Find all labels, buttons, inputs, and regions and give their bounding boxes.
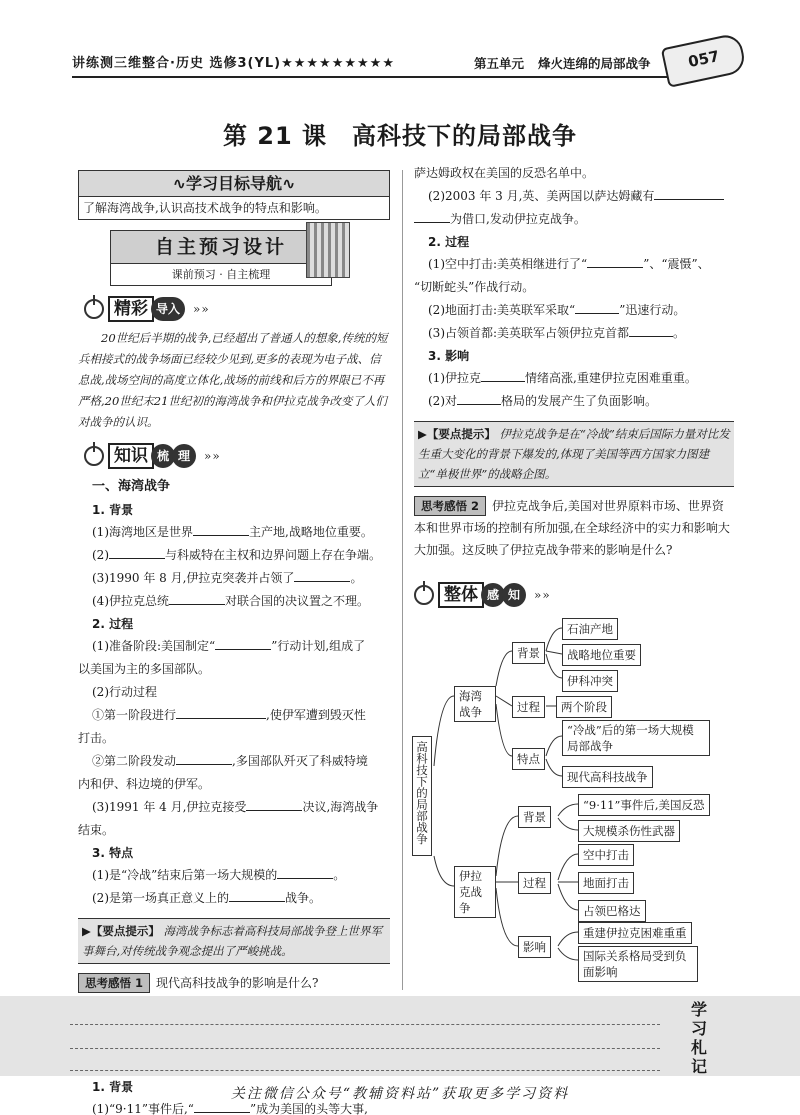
reflection-2: 思考感悟 2 伊拉克战争后,美国对世界原料市场、世界资本和世界市场的控制有所加强,在全球经济中的实力和影响大大加强。这反映了伊拉克战争带来的影响是什么? [414, 495, 734, 561]
gulf-war-heading: 一、海湾战争 [92, 479, 171, 494]
intro-text: 20世纪后半期的战争,已经超出了普通人的想象,传统的短兵相接式的战争场面已经较少见到,更多的表现为电子战、信息战,战场空间的高度立体化,战场的前线和后方的界限已不再严格,20世纪末21世纪初的海湾战争和伊拉克战争改变了人们对战争的认识。 [78, 331, 388, 429]
fill-blank[interactable] [414, 209, 450, 223]
unit-label: 第五单元 [474, 56, 525, 71]
goal-title: ∿学习目标导航∿ [79, 171, 389, 197]
mindmap-gulf: 海湾战争 [454, 686, 496, 722]
mindmap-leaf: 石油产地 [562, 618, 618, 640]
mindmap-gulf-bg: 背景 [512, 642, 545, 664]
fill-blank[interactable] [575, 300, 619, 314]
fill-blank[interactable] [654, 186, 724, 200]
satellite-dish-icon [84, 446, 104, 466]
fill-blank[interactable] [587, 254, 643, 268]
notes-area [0, 996, 800, 1076]
mindmap-iraq: 伊拉克战争 [454, 866, 496, 918]
note-line[interactable] [70, 1024, 660, 1025]
mindmap-iraq-imp: 影响 [518, 936, 551, 958]
fill-blank[interactable] [176, 751, 232, 765]
mindmap-gulf-proc: 过程 [512, 696, 545, 718]
right-column: 萨达姆政权在美国的反恐名单中。 (2)2003 年 3 月,英、美两国以萨达姆藏有 为借口,发动伊拉克战争。 2. 过程 (1)空中打击:美英相继进行了“ ”、“震慑”、 “切断蛇头”作战行动。 (2)地面打击:美英联军采取“ ”迅速行动。 (3)占领首都:美英联军占领伊拉克首都 。 3. 影响 (1)伊拉克 情绪高涨,重建伊拉克困难重重。 (2)对 格局的发展产生了负面影响。 ▶【要点提示】 伊拉克战争是在“冷战”结束后国际力量对比发生重大变化的背景下爆发的,体现了美国等西方国家力图建立“单极世界”的战略企图。 思考感悟 2 伊拉克战争后,美国对世界原料市场、世界资本和世界市场的控制有所加强,在全球经济中的实力和影响大大加强。这反映了伊拉克战争带来的影响是什么? [414, 162, 734, 561]
mindmap-iraq-proc: 过程 [518, 872, 551, 894]
mindmap-leaf: 国际关系格局受到负面影响 [578, 946, 698, 982]
preview-subtitle: 课前预习 · 自主梳理 [110, 264, 332, 286]
left-column: ∿学习目标导航∿ 了解海湾战争,认识高技术战争的特点和影响。 自主预习设计 课前预习 · 自主梳理 精彩 导入 »» 20世纪后半期的战争,已经超出了普通人的想象,传统的短兵相接式的战争场面已经较少见到,更多的表现为电子战、信息战,战场空间的高度立体化,战场的前线和后方的界限已不再严格,20世纪末21世纪初的海湾战争和伊拉克战争改变了人们对战争的认识。 知识 梳 理 »» 一、海湾战争 1. 背景 (1)海湾地区是世界 主产地,战略地位重要。 (2) 与科威特在主权和边界问题上存在争端。 (3)1990 年 8 月,伊拉克突袭并占领了 。 (4)伊拉克总统 对联合国的决议置之不理。 2. 过程 (1)准备阶段:美国制定“ ”行动计划,组成了 以美国为主的多国部队。 (2)行动过程 ①第一阶段进行 ,使伊军遭到毁灭性 打击。 ②第二阶段发动 ,多国部队歼灭了科威特境 内和伊、科边境的伊军。 (3)1991 年 4 月,伊拉克接受 决议,海湾战争 结束。 3. 特点 (1)是“冷战”结束后第一场大规模的 。 (2)是第一场真正意义上的 战争。 ▶【要点提示】 海湾战争标志着高科技局部战争登上世界军事舞台,对传统战争观念提出了严峻挑战。 思考感悟 1 现代高科技战争的影响是什么? 1. 背景 (1)“9·11”事件后,“ ”成为美国的头等大事, [78, 170, 390, 1115]
overview-tag: 整体 感 知 »» [414, 582, 551, 608]
mindmap-leaf: 重建伊拉克困难重重 [578, 922, 692, 944]
column-divider [402, 170, 403, 990]
satellite-dish-icon [84, 299, 104, 319]
overview-mindmap [410, 585, 730, 996]
key-point-tip-1: ▶【要点提示】 海湾战争标志着高科技局部战争登上世界军事舞台,对传统战争观念提出了严峻挑战。 [78, 918, 390, 964]
preview-title: 自主预习设计 [110, 230, 332, 264]
mindmap-root: 高科技下的局部战争 [412, 736, 432, 856]
mindmap-leaf: 战略地位重要 [562, 644, 641, 666]
fill-blank[interactable] [277, 865, 333, 879]
reflection-1: 思考感悟 1 现代高科技战争的影响是什么? [78, 972, 390, 994]
mindmap-gulf-feat: 特点 [512, 748, 545, 770]
lesson-title: 第 21 课 高科技下的局部战争 [222, 122, 578, 150]
fill-blank[interactable] [457, 391, 501, 405]
fill-blank[interactable] [193, 522, 249, 536]
fill-blank[interactable] [215, 636, 271, 650]
unit-title: 烽火连绵的局部战争 [538, 56, 651, 71]
fill-blank[interactable] [176, 705, 266, 719]
page-number-tag [661, 32, 748, 88]
book-title: 讲练测三维整合·历史 选修3(YL)★★★★★★★★★ [72, 56, 395, 71]
key-point-tip-2: ▶【要点提示】 伊拉克战争是在“冷战”结束后国际力量对比发生重大变化的背景下爆发的,体现了美国等西方国家力图建立“单极世界”的战略企图。 [414, 421, 734, 487]
goal-box [78, 170, 390, 220]
mindmap-leaf: “冷战”后的第一场大规模局部战争 [562, 720, 710, 756]
unit-info [474, 52, 665, 75]
fill-blank[interactable] [294, 568, 350, 582]
preview-banner [110, 230, 332, 286]
mindmap-leaf: 空中打击 [578, 844, 634, 866]
knowledge-tag: 知识 梳 理 »» [84, 443, 390, 469]
notes-label: 学习札记 [690, 1000, 707, 1076]
mindmap-iraq-bg: 背景 [518, 806, 551, 828]
fill-blank[interactable] [169, 591, 225, 605]
note-line[interactable] [70, 1048, 660, 1049]
fill-blank[interactable] [481, 368, 525, 382]
mindmap-leaf: 占领巴格达 [578, 900, 646, 922]
mindmap-leaf: 两个阶段 [556, 696, 612, 718]
page-number: 057 [686, 47, 722, 72]
footer-text: 关注微信公众号“教辅资料站”获取更多学习资料 [230, 1086, 570, 1102]
fill-blank[interactable] [229, 888, 285, 902]
page-header [0, 0, 800, 96]
header-rule [72, 76, 672, 78]
mindmap-leaf: “9·11”事件后,美国反恐 [578, 794, 710, 816]
intro-tag: 精彩 导入 »» [84, 296, 390, 322]
fill-blank[interactable] [629, 323, 673, 337]
goal-text: 了解海湾战争,认识高技术战争的特点和影响。 [83, 201, 327, 215]
mindmap-leaf: 现代高科技战争 [562, 766, 653, 788]
mindmap-leaf: 伊科冲突 [562, 670, 618, 692]
fill-blank[interactable] [109, 545, 165, 559]
building-image [306, 222, 350, 278]
mindmap-leaf: 大规模杀伤性武器 [578, 820, 680, 842]
fill-blank[interactable] [246, 797, 302, 811]
mindmap-leaf: 地面打击 [578, 872, 634, 894]
note-line[interactable] [70, 1070, 660, 1071]
